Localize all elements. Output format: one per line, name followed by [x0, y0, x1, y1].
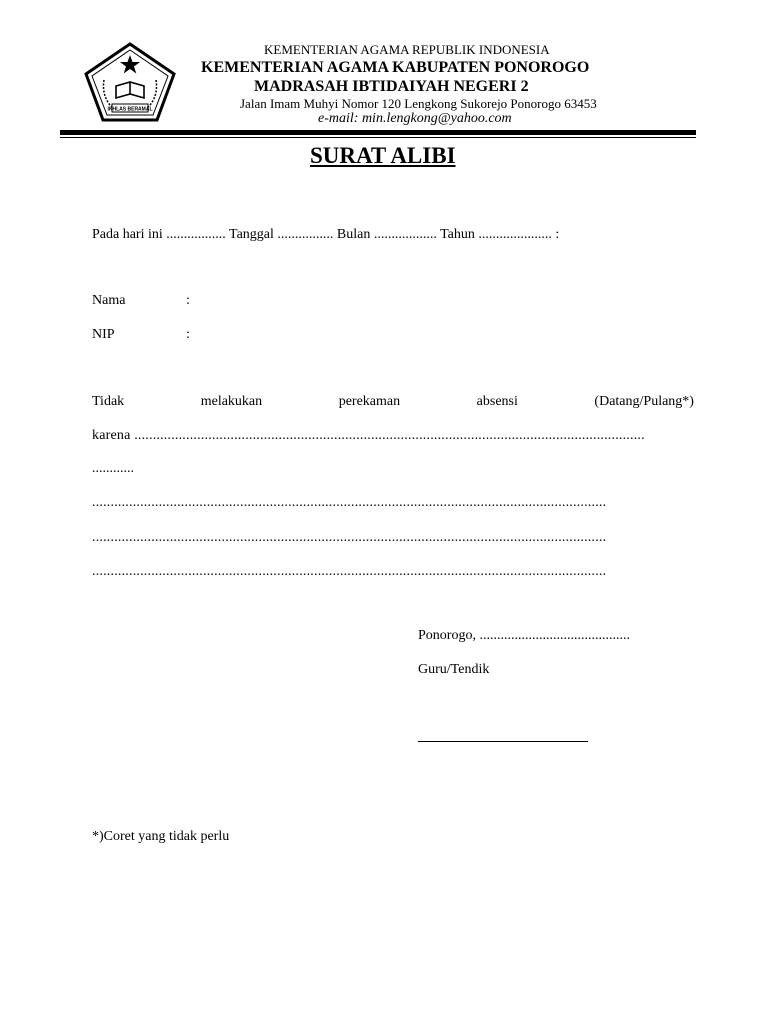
date-line: Pada hari ini ................. Tanggal ................ Bulan .................. Tahun ..................... : — [92, 227, 560, 242]
field-label: Nama — [92, 293, 126, 308]
email-label: e-mail: — [318, 111, 359, 126]
star-icon — [120, 55, 140, 74]
office-name: KEMENTERIAN AGAMA KABUPATEN PONOROGO — [201, 59, 590, 76]
reason-line: karena .......................................................................................................................................... — [92, 428, 645, 443]
blank-line-1: ........................................................................................................................................... — [92, 495, 607, 510]
emblem-motto: IKHLAS BERAMAL — [107, 106, 153, 113]
letterhead-divider-thin — [60, 137, 696, 138]
statement-word: Tidak — [92, 394, 125, 409]
statement-word: absensi — [476, 394, 518, 409]
place-date: Ponorogo, ........................................... — [418, 628, 630, 643]
field-colon: : — [186, 327, 190, 342]
blank-line-3: ........................................................................................................................................... — [92, 564, 607, 579]
reason-continuation: ............ — [92, 461, 134, 476]
statement-word: (Datang/Pulang*) — [594, 394, 694, 409]
blank-line-2: ........................................................................................................................................... — [92, 530, 607, 545]
email-address: min.lengkong@yahoo.com — [361, 111, 512, 126]
email-line — [318, 111, 512, 127]
signer-role: Guru/Tendik — [418, 662, 490, 677]
statement-word: melakukan — [200, 394, 263, 409]
school-name: MADRASAH IBTIDAIYAH NEGERI 2 — [254, 78, 529, 95]
statement-line — [92, 394, 694, 410]
book-icon — [116, 82, 144, 98]
footnote: *)Coret yang tidak perlu — [92, 829, 230, 844]
signature-line — [418, 741, 588, 742]
statement-word: perekaman — [338, 394, 401, 409]
field-colon: : — [186, 293, 190, 308]
ministry-emblem-logo — [84, 42, 176, 122]
ministry-name: KEMENTERIAN AGAMA REPUBLIK INDONESIA — [264, 42, 550, 57]
letterhead-divider-thick — [60, 130, 696, 135]
address: Jalan Imam Muhyi Nomor 120 Lengkong Sukorejo Ponorogo 63453 — [240, 96, 597, 111]
field-label: NIP — [92, 327, 115, 342]
document-title: SURAT ALIBI — [310, 143, 456, 168]
